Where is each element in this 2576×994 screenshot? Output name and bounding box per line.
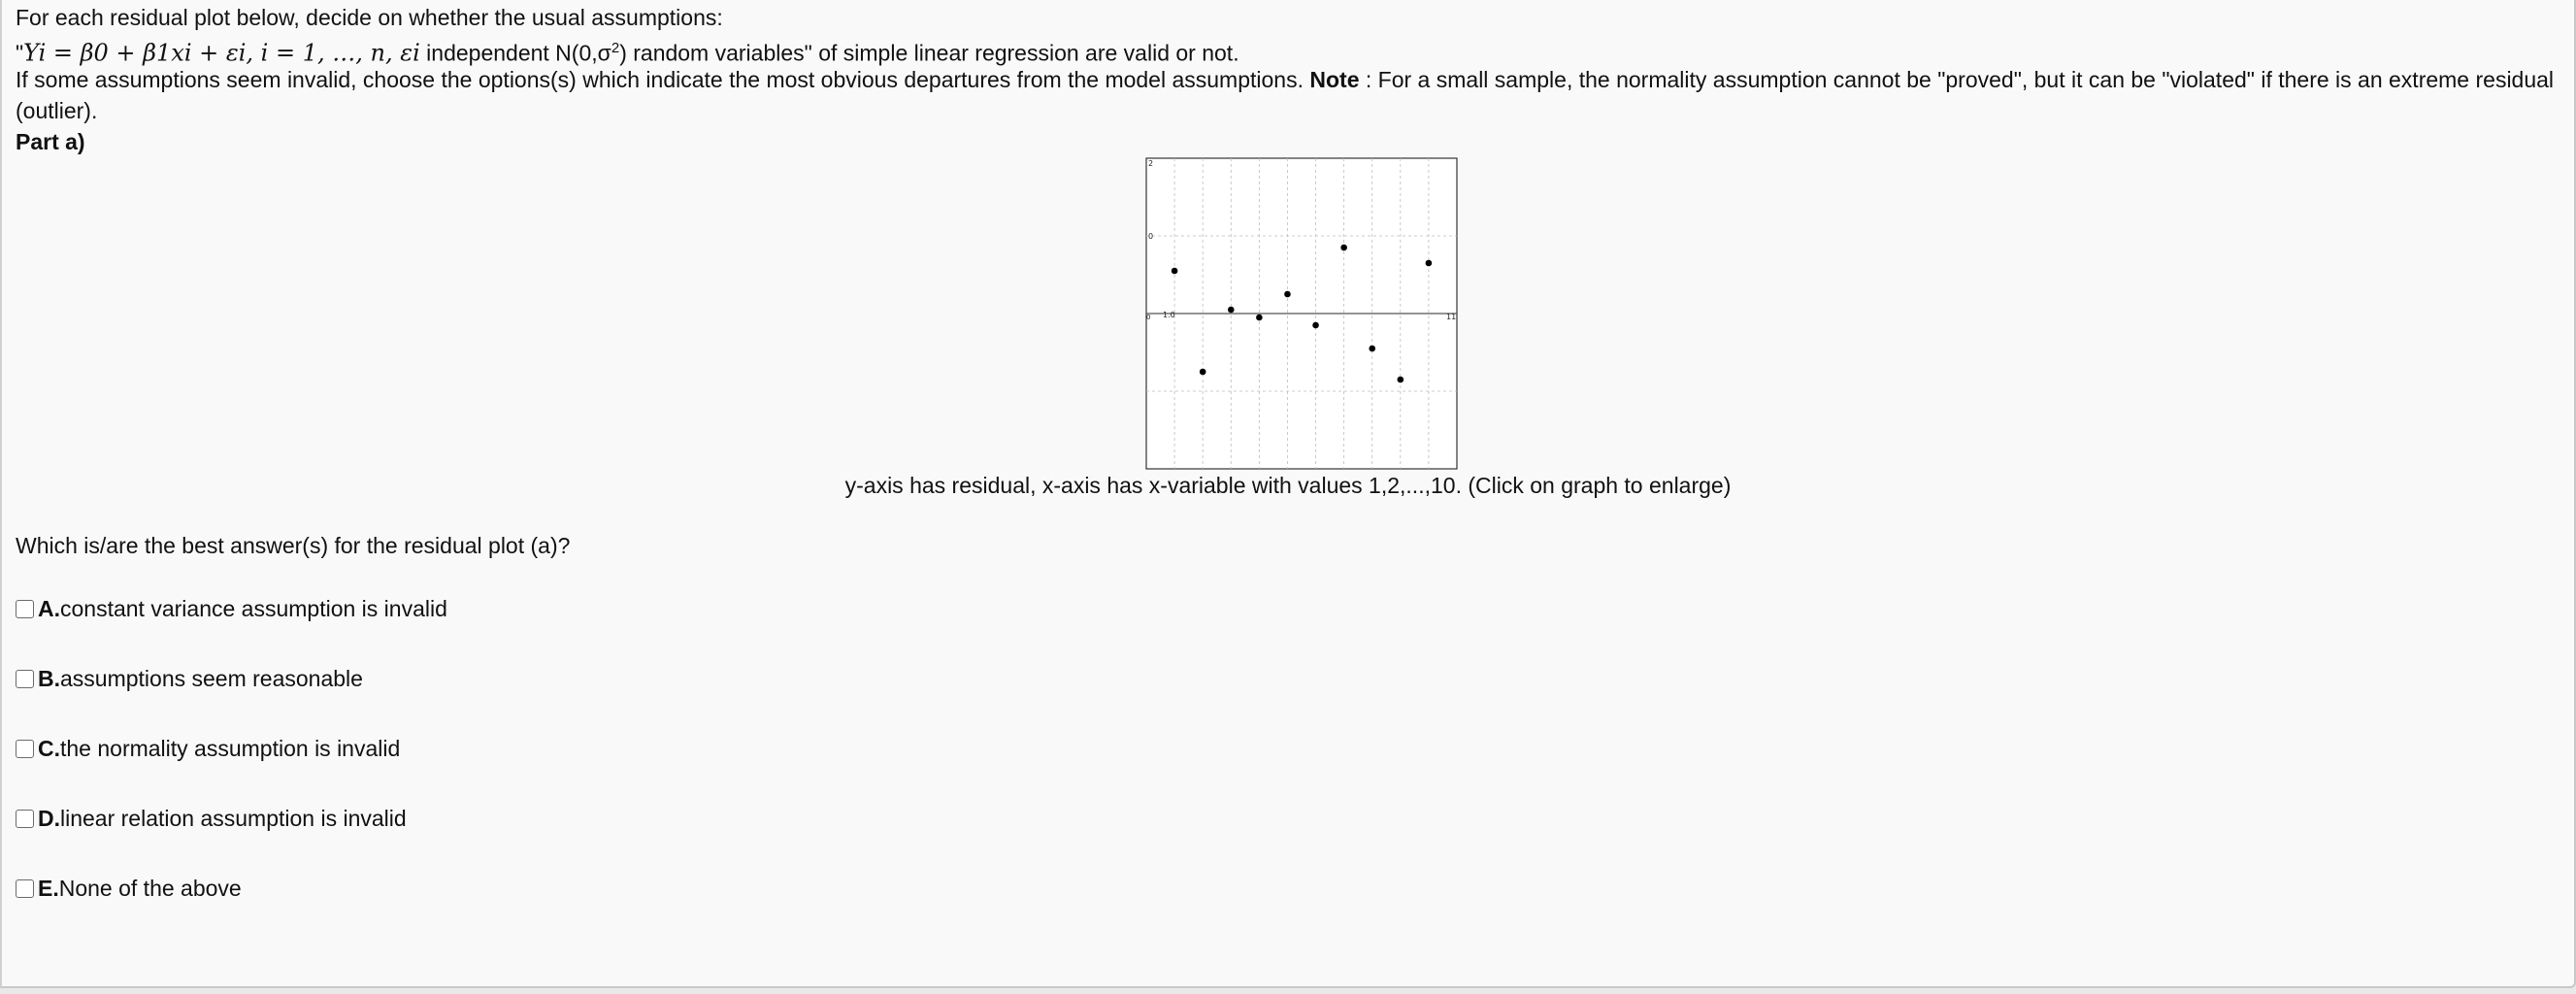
sigma-exponent: 2: [611, 40, 620, 56]
data-point-5: [1284, 291, 1291, 298]
part-label: Part a): [16, 129, 85, 154]
data-point-7: [1340, 245, 1347, 251]
option-b-checkbox[interactable]: [16, 670, 34, 688]
data-point-8: [1369, 346, 1375, 352]
option-d[interactable]: [16, 804, 407, 833]
x-right-label: 11: [1446, 313, 1457, 321]
option-e[interactable]: [16, 874, 242, 903]
intro-line-3-end: : For a small sample, the normality assumption cannot be "proved", but it can be "violated" if there is an extreme residual: [1359, 67, 2555, 92]
intro-line-2-text-b: ) random variables" of simple linear regression are valid or not.: [619, 40, 1239, 66]
option-d-text: linear relation assumption is invalid: [60, 806, 407, 831]
option-e-text: None of the above: [58, 876, 242, 901]
option-b[interactable]: [16, 664, 363, 693]
quote-open: ": [16, 40, 24, 66]
option-b-letter: B.: [38, 666, 60, 691]
intro-line-3: [16, 64, 2554, 95]
intro-line-4: (outlier).: [16, 98, 98, 123]
option-d-letter: D.: [38, 806, 60, 831]
plot-caption: y-axis has residual, x-axis has x-variable with values 1,2,...,10. (Click on graph to enlarge): [844, 473, 1732, 498]
note-label: Note: [1309, 67, 1360, 92]
data-point-6: [1312, 322, 1319, 329]
option-a-letter: A.: [38, 596, 60, 621]
data-point-3: [1228, 307, 1235, 314]
data-point-2: [1200, 369, 1206, 376]
intro-line-1: For each residual plot below, decide on whether the usual assumptions:: [16, 5, 723, 30]
x-left-label: 0: [1146, 314, 1151, 321]
option-a[interactable]: [16, 594, 447, 623]
option-d-checkbox[interactable]: [16, 810, 34, 828]
option-c-text: the normality assumption is invalid: [60, 736, 401, 761]
option-b-text: assumptions seem reasonable: [60, 666, 363, 691]
model-equation: Yi = β0 + β1xi + εi, i = 1, …, n, εi: [23, 39, 420, 67]
residual-plot-svg[interactable]: [1145, 157, 1458, 470]
data-point-9: [1398, 377, 1404, 383]
intro-line-3-start: If some assumptions seem invalid, choose the options(s) which indicate the most obvious departures from the model assumptions.: [16, 67, 1310, 92]
intro-line-2-text-a: independent N(0,σ: [419, 40, 611, 66]
data-point-10: [1426, 260, 1433, 267]
question-prompt: Which is/are the best answer(s) for the residual plot (a)?: [16, 533, 571, 558]
option-e-checkbox[interactable]: [16, 879, 34, 898]
y-top-label: 2: [1148, 159, 1154, 168]
data-point-1: [1172, 268, 1178, 275]
option-e-letter: E.: [38, 876, 59, 901]
option-c[interactable]: [16, 734, 400, 763]
option-c-checkbox[interactable]: [16, 740, 34, 758]
option-a-text: constant variance assumption is invalid: [60, 596, 447, 621]
option-a-checkbox[interactable]: [16, 600, 34, 618]
residual-plot[interactable]: [1145, 157, 1458, 475]
x-tick-label-1: 1.0: [1163, 311, 1175, 319]
data-point-4: [1256, 315, 1263, 321]
option-c-letter: C.: [38, 736, 60, 761]
y-mid-label: 0: [1148, 232, 1154, 241]
